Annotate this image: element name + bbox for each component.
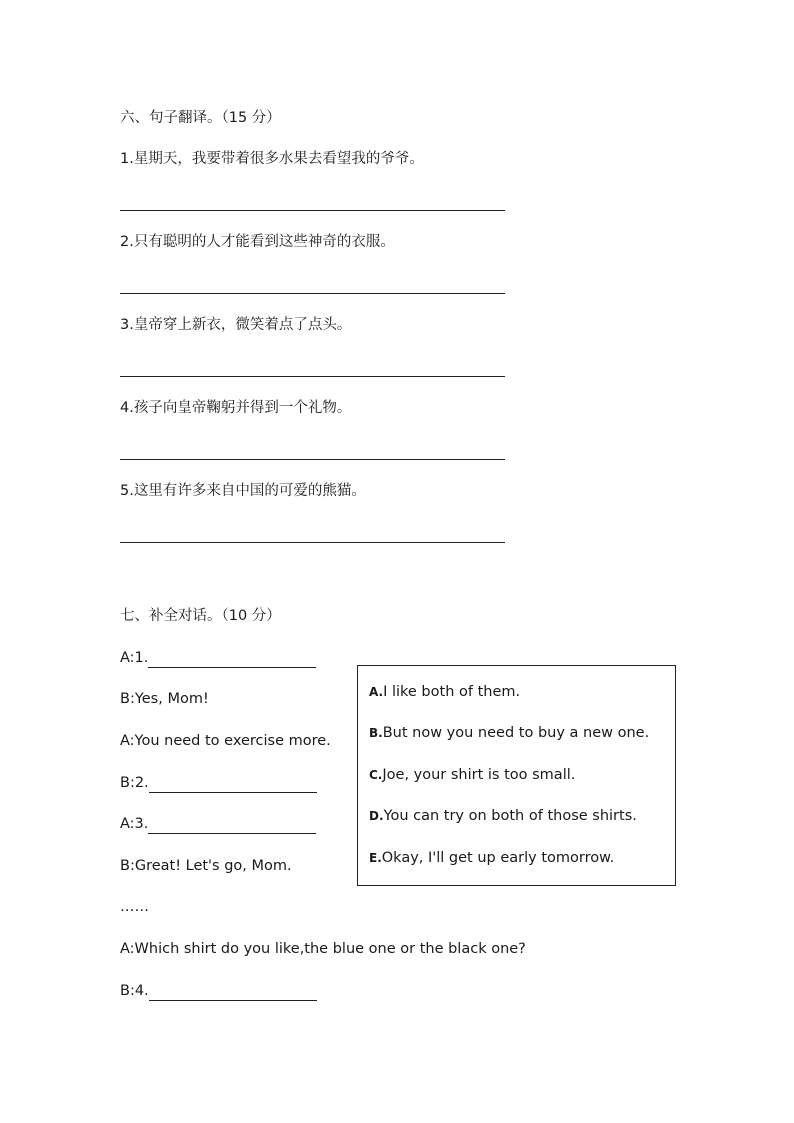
dialogue-line-2: B:Yes, Mom!: [120, 691, 209, 707]
dialogue-blank-4[interactable]: [149, 984, 317, 1001]
option-letter: A.: [369, 685, 384, 699]
answer-line-1[interactable]: [120, 210, 505, 211]
dialogue-line-6: B:Great! Let's go, Mom.: [120, 858, 292, 874]
option-b: [369, 723, 649, 743]
option-letter: B.: [369, 726, 383, 740]
option-text: Joe, your shirt is too small.: [382, 767, 576, 783]
translation-item-1: 1.星期天，我要带着很多水果去看望我的爷爷。: [120, 151, 424, 167]
dialogue-line-9-text: B:4.: [120, 983, 149, 999]
dialogue-line-4: [120, 773, 317, 793]
dialogue-line-4-text: B:2.: [120, 775, 149, 791]
answer-line-5[interactable]: [120, 542, 505, 543]
dialogue-blank-2[interactable]: [149, 776, 317, 793]
option-text: But now you need to buy a new one.: [382, 725, 650, 741]
section7-heading: 七、补全对话。（10 分）: [120, 608, 281, 624]
answer-line-3[interactable]: [120, 376, 505, 377]
option-c: [369, 765, 575, 785]
translation-item-5: 5.这里有许多来自中国的可爱的熊猫。: [120, 483, 366, 499]
option-text: You can try on both of those shirts.: [383, 808, 637, 824]
dialogue-line-5: [120, 814, 316, 834]
translation-item-3: 3.皇帝穿上新衣，微笑着点了点头。: [120, 317, 352, 333]
option-letter: E.: [369, 851, 382, 865]
dialogue-ellipsis: ……: [120, 899, 149, 915]
answer-line-4[interactable]: [120, 459, 505, 460]
section6-heading: 六、句子翻译。（15 分）: [120, 110, 281, 126]
answer-line-2[interactable]: [120, 293, 505, 294]
option-text: Okay, I'll get up early tomorrow.: [381, 850, 615, 866]
option-a: [369, 682, 520, 702]
dialogue-line-1-text: A:1.: [120, 650, 149, 666]
translation-item-4: 4.孩子向皇帝鞠躬并得到一个礼物。: [120, 400, 352, 416]
dialogue-line-1: [120, 648, 316, 668]
dialogue-line-9: [120, 981, 317, 1001]
dialogue-blank-3[interactable]: [148, 817, 316, 834]
dialogue-line-3: A:You need to exercise more.: [120, 733, 331, 749]
options-box: [357, 665, 676, 886]
dialogue-line-8: A:Which shirt do you like,the blue one or the black one?: [120, 941, 526, 957]
option-d: [369, 806, 637, 826]
dialogue-blank-1[interactable]: [148, 651, 316, 668]
option-letter: D.: [369, 809, 384, 823]
dialogue-line-5-text: A:3.: [120, 816, 149, 832]
translation-item-2: 2.只有聪明的人才能看到这些神奇的衣服。: [120, 234, 395, 250]
option-e: [369, 848, 614, 868]
option-text: I like both of them.: [383, 684, 521, 700]
option-letter: C.: [369, 768, 383, 782]
